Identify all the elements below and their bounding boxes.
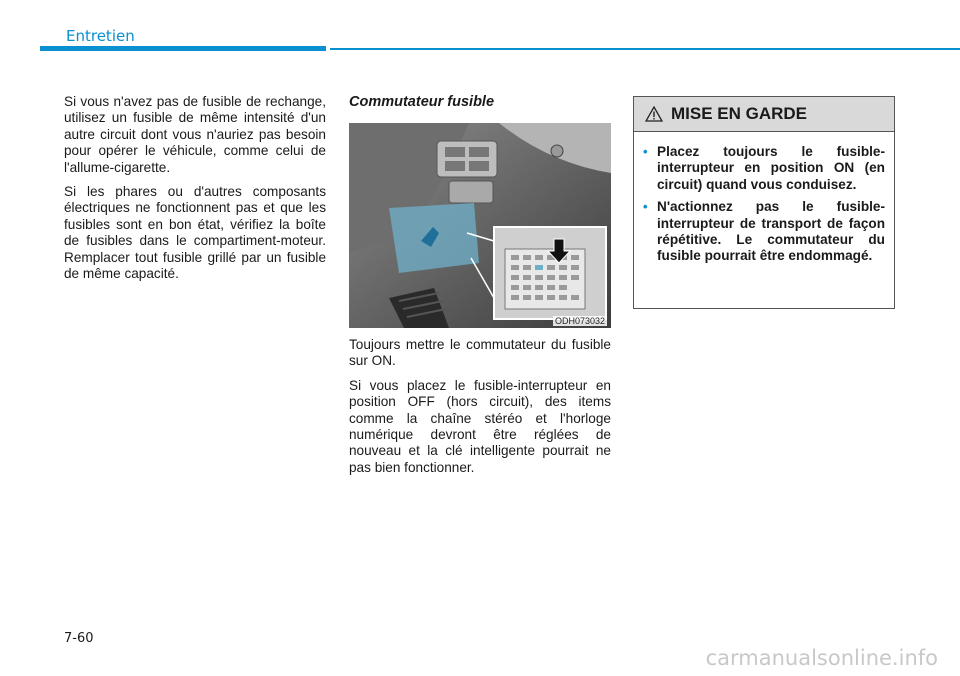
warning-list [643, 144, 885, 265]
warning-item-text: Placez toujours le fusible-interrupteur en position ON (en circuit) quand vous conduisez. [657, 144, 885, 192]
bullet-icon: • [643, 144, 648, 159]
warning-item [643, 199, 885, 265]
subsection-heading: Commutateur fusible [349, 94, 495, 110]
section-title: Entretien [66, 27, 135, 45]
page-number: 7-60 [64, 631, 94, 646]
fuse-switch-photo [349, 123, 611, 328]
header-rule-thick [40, 46, 326, 51]
warning-box [633, 96, 895, 309]
bullet-icon: • [643, 199, 648, 215]
warning-item [643, 144, 885, 193]
paragraph: Toujours mettre le commutateur du fusible sur ON. [349, 337, 611, 369]
warning-header [634, 97, 894, 132]
middle-column [349, 337, 611, 484]
paragraph: Si vous n'avez pas de fusible de rechange, utilisez un fusible de même intensité d'un autre circuit dont vous n'auriez pas besoin pour opérer le véhicule, comme celui de l'allume-cigarette. [64, 94, 326, 175]
image-caption: ODH073032 [554, 316, 605, 326]
warning-triangle-icon [645, 106, 663, 122]
warning-item-text: N'actionnez pas le fusible-interrupteur de transport de façon répétitive. Le commutateur du fusible pourrait être endommagé. [657, 199, 885, 264]
header-rule-thin [330, 48, 960, 50]
dashboard-illustration [349, 123, 611, 328]
warning-title: MISE EN GARDE [671, 104, 808, 123]
watermark: carmanualsonline.info [705, 646, 938, 670]
paragraph: Si vous placez le fusible-interrupteur en position OFF (hors circuit), des items comme la chaîne stéréo et l'horloge numérique devront être réglées de nouveau et la clé intelligente pourrait ne pas bien fonctionner. [349, 377, 611, 475]
paragraph: Si les phares ou d'autres composants électriques ne fonctionnent pas et que les fusibles sont en bon état, vérifiez la boîte de fusibles dans le compartiment-moteur. Remplacer tout fusible grillé par un fusible de même capacité. [64, 184, 326, 282]
left-column [64, 94, 326, 290]
